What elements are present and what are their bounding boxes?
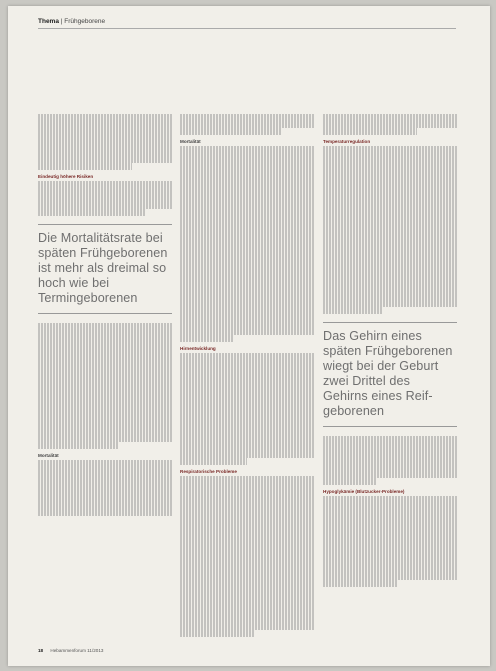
body-text-line	[180, 160, 314, 167]
body-text-line	[180, 374, 314, 381]
body-text-line	[180, 307, 314, 314]
body-text-line	[180, 353, 314, 360]
body-text-line	[38, 460, 172, 467]
body-text-line	[38, 163, 132, 170]
body-text-line	[38, 156, 172, 163]
pull-quote-left-text: Die Mortalitätsrate bei späten Frühgeborenen ist mehr als dreimal so hoch wie bei Termingeborenen	[38, 231, 168, 306]
body-text-line	[323, 552, 457, 559]
body-text-line	[323, 181, 457, 188]
heading-temperaturregulation: Temperaturregulation	[323, 138, 371, 144]
body-text-line	[180, 223, 314, 230]
body-text-line	[323, 174, 457, 181]
body-text-line	[323, 223, 457, 230]
body-text-line	[180, 525, 314, 532]
body-text-line	[180, 395, 314, 402]
body-text-line	[38, 181, 172, 188]
body-text-line	[180, 444, 314, 451]
body-text-line	[38, 488, 172, 495]
body-text-line	[323, 153, 457, 160]
body-text-line	[38, 142, 172, 149]
body-text-line	[323, 272, 457, 279]
body-text-line	[38, 337, 172, 344]
body-text-line	[323, 517, 457, 524]
column-1	[38, 114, 172, 516]
body-text-line	[323, 300, 457, 307]
heading-hirnentwicklung: Hirnentwicklung	[180, 345, 216, 351]
body-text-line	[323, 237, 457, 244]
pull-quote-right	[323, 322, 457, 428]
body-text-line	[323, 160, 457, 167]
body-text-line	[180, 181, 314, 188]
body-text-line	[180, 581, 314, 588]
body-text-line	[323, 443, 457, 450]
heading-mortalitaet-1: Mortalität	[38, 452, 59, 458]
journal-issue: Hebammenforum 11/2013	[50, 648, 104, 653]
section-label: Thema	[38, 18, 59, 25]
body-text-line	[180, 416, 314, 423]
body-text-line	[38, 495, 172, 502]
body-text-line	[180, 388, 314, 395]
body-text-line	[323, 251, 457, 258]
body-text-line	[323, 580, 397, 587]
pull-quote-rule-top	[38, 224, 172, 225]
body-text-line	[180, 121, 314, 128]
body-text-line	[180, 588, 314, 595]
body-text-line	[180, 286, 314, 293]
body-text-line	[323, 114, 457, 121]
header-rule	[38, 28, 456, 29]
body-text-line	[180, 437, 314, 444]
body-text-line	[180, 128, 281, 135]
body-text-line	[38, 442, 118, 449]
body-text-line	[38, 344, 172, 351]
body-text-line	[180, 609, 314, 616]
body-text-line	[180, 511, 314, 518]
body-text-line	[180, 146, 314, 153]
body-text-line	[180, 321, 314, 328]
pull-quote-rule-bottom	[38, 313, 172, 314]
body-text-line	[323, 265, 457, 272]
body-text-line	[180, 616, 314, 623]
body-text-line	[180, 335, 234, 342]
body-text-line	[323, 531, 457, 538]
body-text-line	[38, 358, 172, 365]
body-text-line	[38, 386, 172, 393]
body-text-line	[323, 286, 457, 293]
body-text-line	[180, 490, 314, 497]
body-text-line	[180, 602, 314, 609]
body-text-line	[323, 121, 457, 128]
body-text-line	[323, 503, 457, 510]
body-text-line	[180, 574, 314, 581]
body-text-line	[180, 244, 314, 251]
body-text-line	[180, 230, 314, 237]
page-footer	[38, 648, 103, 653]
body-text-line	[38, 195, 172, 202]
body-text-line	[180, 623, 314, 630]
body-text-line	[38, 502, 172, 509]
body-text-line	[38, 330, 172, 337]
body-text-line	[180, 216, 314, 223]
body-text-line	[323, 545, 457, 552]
body-text-line	[180, 532, 314, 539]
body-text-line	[180, 114, 314, 121]
body-text-line	[323, 464, 457, 471]
body-text-line	[323, 188, 457, 195]
body-text-line	[323, 496, 457, 503]
body-text-line	[323, 538, 457, 545]
body-text-line	[180, 402, 314, 409]
body-text-line	[180, 209, 314, 216]
body-text-line	[180, 539, 314, 546]
body-text-line	[38, 428, 172, 435]
body-text-line	[180, 430, 314, 437]
body-text-line	[38, 474, 172, 481]
column-2	[180, 114, 314, 637]
body-text-line	[323, 510, 457, 517]
body-text-line	[38, 421, 172, 428]
body-text-line	[38, 351, 172, 358]
body-text-line	[180, 237, 314, 244]
body-text-line	[38, 121, 172, 128]
body-text-line	[38, 114, 172, 121]
body-text-line	[180, 174, 314, 181]
body-text-line	[38, 467, 172, 474]
body-text-line	[180, 595, 314, 602]
header-separator: |	[60, 18, 65, 25]
body-text-line	[323, 244, 457, 251]
body-text-line	[323, 478, 377, 485]
body-text-line	[180, 328, 314, 335]
body-text-line	[323, 293, 457, 300]
body-text-line	[180, 483, 314, 490]
body-text-line	[180, 258, 314, 265]
body-text-line	[38, 414, 172, 421]
body-text-line	[180, 293, 314, 300]
body-text-line	[323, 524, 457, 531]
body-text-line	[180, 518, 314, 525]
body-text-line	[323, 559, 457, 566]
heading-mortalitaet-2: Mortalität	[180, 138, 201, 144]
body-text-line	[323, 450, 457, 457]
body-text-line	[38, 128, 172, 135]
body-text-line	[38, 135, 172, 142]
heading-hypoglykaemie: Hypoglykämie (Blutzucker-Probleme)	[323, 488, 405, 494]
body-text-line	[38, 481, 172, 488]
pull-quote-right-rule-top	[323, 322, 457, 323]
body-text-line	[180, 188, 314, 195]
body-text-line	[38, 188, 172, 195]
pull-quote-right-rule-bottom	[323, 426, 457, 427]
body-text-line	[180, 567, 314, 574]
heading-hoehere-risiken: Eindeutig höhere Risiken	[38, 173, 94, 179]
body-text-line	[180, 497, 314, 504]
body-text-line	[180, 272, 314, 279]
body-text-line	[180, 314, 314, 321]
body-text-line	[38, 509, 172, 516]
body-text-line	[180, 167, 314, 174]
body-text-line	[38, 407, 172, 414]
body-text-line	[180, 360, 314, 367]
body-text-line	[180, 367, 314, 374]
body-text-line	[323, 258, 457, 265]
body-text-line	[38, 202, 172, 209]
body-text-line	[180, 153, 314, 160]
body-text-line	[180, 423, 314, 430]
body-text-line	[38, 365, 172, 372]
body-text-line	[38, 149, 172, 156]
body-text-line	[180, 560, 314, 567]
body-text-line	[38, 435, 172, 442]
body-text-line	[180, 202, 314, 209]
body-text-line	[180, 451, 314, 458]
body-text-line	[38, 209, 145, 216]
body-text-line	[323, 167, 457, 174]
body-text-line	[323, 573, 457, 580]
body-text-line	[180, 195, 314, 202]
magazine-page	[8, 6, 490, 666]
body-text-line	[323, 307, 383, 314]
column-3	[323, 114, 457, 587]
body-text-line	[180, 458, 247, 465]
body-text-line	[180, 546, 314, 553]
body-text-line	[180, 279, 314, 286]
body-text-line	[323, 279, 457, 286]
body-text-line	[323, 209, 457, 216]
body-text-line	[323, 128, 417, 135]
body-text-line	[323, 230, 457, 237]
body-text-line	[180, 409, 314, 416]
body-text-line	[38, 372, 172, 379]
section-subtitle: Frühgeborene	[64, 18, 106, 25]
body-text-line	[323, 195, 457, 202]
body-text-line	[323, 471, 457, 478]
pull-quote-left	[38, 224, 172, 315]
pull-quote-right-text: Das Gehirn eines späten Frühgeborenen wiegt bei der Geburt zwei Drittel des Gehirns eines Reif-geborenen	[323, 329, 453, 419]
body-text-line	[323, 146, 457, 153]
body-text-line	[323, 216, 457, 223]
body-text-line	[180, 553, 314, 560]
body-text-line	[38, 379, 172, 386]
body-text-line	[38, 400, 172, 407]
body-text-line	[180, 630, 254, 637]
page-number: 18	[38, 648, 44, 653]
body-text-line	[180, 476, 314, 483]
body-text-line	[38, 323, 172, 330]
body-text-line	[323, 436, 457, 443]
body-text-line	[38, 393, 172, 400]
heading-respiratorische-probleme: Respiratorische Probleme	[180, 468, 237, 474]
body-text-line	[180, 300, 314, 307]
body-text-line	[323, 566, 457, 573]
body-text-line	[180, 381, 314, 388]
body-text-line	[323, 457, 457, 464]
page-header	[38, 18, 105, 25]
body-text-line	[323, 202, 457, 209]
body-text-line	[180, 504, 314, 511]
body-text-line	[180, 251, 314, 258]
body-text-line	[180, 265, 314, 272]
